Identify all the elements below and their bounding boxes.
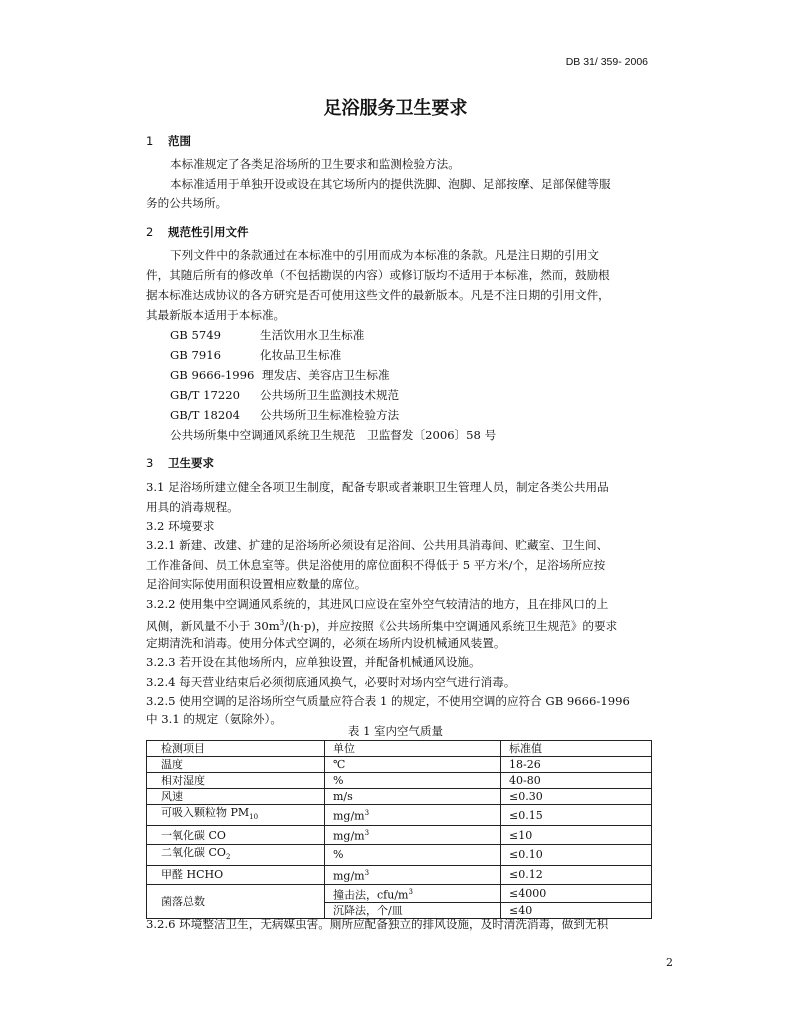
reference-name: 化妆品卫生标准 <box>260 348 342 362</box>
reference-code: GB 5749 <box>170 328 221 342</box>
item-text: 可吸入颗粒物 PM <box>161 806 250 819</box>
section-1-heading <box>146 133 191 149</box>
table-row <box>147 844 652 865</box>
paragraph: 据本标准达成协议的各方研究是否可使用这些文件的最新版本。凡是不注日期的引用文件， <box>146 288 610 302</box>
unit-cell: % <box>325 844 501 865</box>
superscript: 3 <box>364 869 370 878</box>
table-header-row <box>147 741 652 757</box>
item-cell <box>147 805 325 826</box>
superscript: 3 <box>364 809 370 818</box>
header-cell: 检测项目 <box>147 741 325 757</box>
clause-3-2-3: 3.2.3 若开设在其他场所内，应单独设置，并配备机械通风设施。 <box>146 655 481 669</box>
table-row <box>147 884 652 903</box>
section-title: 规范性引用文件 <box>168 225 249 239</box>
unit-cell <box>325 826 501 845</box>
table-title: 表 1 室内空气质量 <box>347 724 444 738</box>
clause-3-2-2: 3.2.2 使用集中空调通风系统的，其进风口应设在室外空气较清洁的地方，且在排风口的上 <box>146 597 609 611</box>
superscript: 3 <box>279 619 285 627</box>
unit-cell <box>325 884 501 903</box>
item-text: 二氧化碳 CO <box>161 845 226 859</box>
paragraph: 下列文件中的条款通过在本标准中的引用而成为本标准的条款。凡是注日期的引用文 <box>170 248 599 262</box>
paragraph: 其最新版本适用于本标准。 <box>146 308 286 322</box>
table-row <box>147 866 652 885</box>
item-cell: 相对湿度 <box>147 773 325 789</box>
clause-3-2: 3.2 环境要求 <box>146 519 215 533</box>
unit-cell <box>325 866 501 885</box>
section-2-heading <box>146 224 249 240</box>
value-cell: 18-26 <box>501 757 652 773</box>
reference-code: GB 9666-1996 <box>170 368 255 382</box>
item-cell <box>147 844 325 865</box>
clause-3-2-5: 3.2.5 使用空调的足浴场所空气质量应符合表 1 的规定，不使用空调的应符合 GB 9666-1996 <box>146 694 630 708</box>
table-row <box>147 789 652 805</box>
clause-3-2-5: 中 3.1 的规定（氨除外）。 <box>146 712 282 726</box>
table-row <box>147 826 652 845</box>
paragraph: 件，其随后所有的修改单（不包括勘误的内容）或修订版均不适用于本标准，然而，鼓励根 <box>146 268 610 282</box>
unit-text: mg/m <box>333 809 365 823</box>
section-title: 卫生要求 <box>168 456 214 470</box>
section-3-heading <box>146 455 214 471</box>
reference-name: 生活饮用水卫生标准 <box>260 328 365 342</box>
item-cell: 菌落总数 <box>147 884 325 919</box>
value-cell: ≤0.30 <box>501 789 652 805</box>
subscript: 10 <box>249 813 259 822</box>
superscript: 3 <box>408 887 413 896</box>
unit-cell: ℃ <box>325 757 501 773</box>
unit-cell: % <box>325 773 501 789</box>
value-cell: ≤0.10 <box>501 844 652 865</box>
reference-name: 理发店、美容店卫生标准 <box>262 368 390 382</box>
table-row <box>147 757 652 773</box>
page-number: 2 <box>666 956 673 969</box>
item-cell: 一氧化碳 CO <box>147 826 325 845</box>
section-number: 2 <box>146 225 154 239</box>
clause-3-2-4: 3.2.4 每天营业结束后必须彻底通风换气，必要时对场内空气进行消毒。 <box>146 675 516 689</box>
reference-code: GB 7916 <box>170 348 221 362</box>
value-cell: 40-80 <box>501 773 652 789</box>
item-cell: 温度 <box>147 757 325 773</box>
header-cell: 单位 <box>325 741 501 757</box>
value-cell: ≤0.12 <box>501 866 652 885</box>
clause-3-1: 用具的消毒规程。 <box>146 500 239 514</box>
clause-3-2-1: 足浴间实际使用面积设置相应数量的席位。 <box>146 577 367 591</box>
header-cell: 标准值 <box>501 741 652 757</box>
paragraph: 本标准适用于单独开设或设在其它场所内的提供洗脚、泡脚、足部按摩、足部保健等服 <box>170 177 611 191</box>
section-number: 1 <box>146 134 154 148</box>
value-cell: ≤0.15 <box>501 805 652 826</box>
unit-text: mg/m <box>333 829 365 843</box>
item-cell: 风速 <box>147 789 325 805</box>
value-cell: ≤4000 <box>501 884 652 903</box>
value-cell: ≤40 <box>501 903 652 919</box>
reference-name: 公共场所卫生监测技术规范 <box>260 388 400 402</box>
unit-cell <box>325 805 501 826</box>
section-number: 3 <box>146 456 154 470</box>
table-row <box>147 805 652 826</box>
reference-entry: 公共场所集中空调通风系统卫生规范 卫监督发〔2006〕58 号 <box>170 428 497 442</box>
clause-3-2-6: 3.2.6 环境整洁卫生，无病媒虫害。厕所应配备独立的排风设施，及时清洗消毒，做到无积 <box>146 917 609 931</box>
table-row <box>147 773 652 789</box>
clause-3-2-2: 定期清洗和消毒。使用分体式空调的，必须在场所内设机械通风装置。 <box>146 636 506 650</box>
superscript: 3 <box>364 829 370 838</box>
clause-text: /(h·p)，并应按照《公共场所集中空调通风系统卫生规范》的要求 <box>284 618 618 633</box>
unit-text: 撞击法，cfu/m <box>333 888 409 902</box>
clause-3-2-1: 3.2.1 新建、改建、扩建的足浴场所必须设有足浴间、公共用具消毒间、贮藏室、卫生间、 <box>146 538 609 552</box>
unit-cell: m/s <box>325 789 501 805</box>
unit-cell: 沉降法，个/皿 <box>325 903 501 919</box>
document-title: 足浴服务卫生要求 <box>323 98 468 119</box>
value-cell: ≤10 <box>501 826 652 845</box>
clause-3-2-1: 工作准备间、员工休息室等。供足浴使用的席位面积不得低于 5 平方米/个，足浴场所应按 <box>146 558 606 572</box>
item-cell: 甲醛 HCHO <box>147 866 325 885</box>
paragraph: 本标准规定了各类足浴场所的卫生要求和监测检验方法。 <box>170 157 460 171</box>
paragraph: 务的公共场所。 <box>146 196 228 210</box>
subscript: 2 <box>225 853 231 862</box>
reference-code: GB/T 18204 <box>170 408 240 422</box>
section-title: 范围 <box>168 134 191 148</box>
clause-3-1: 3.1 足浴场所建立健全各项卫生制度，配备专职或者兼职卫生管理人员，制定各类公共用品 <box>146 480 609 494</box>
clause-text: 风侧，新风量不小于 30m <box>146 618 280 633</box>
air-quality-table <box>146 740 652 919</box>
reference-code: GB/T 17220 <box>170 388 240 402</box>
standard-code: DB 31/ 359- 2006 <box>565 56 648 68</box>
unit-text: mg/m <box>333 869 365 883</box>
reference-name: 公共场所卫生标准检验方法 <box>260 408 400 422</box>
